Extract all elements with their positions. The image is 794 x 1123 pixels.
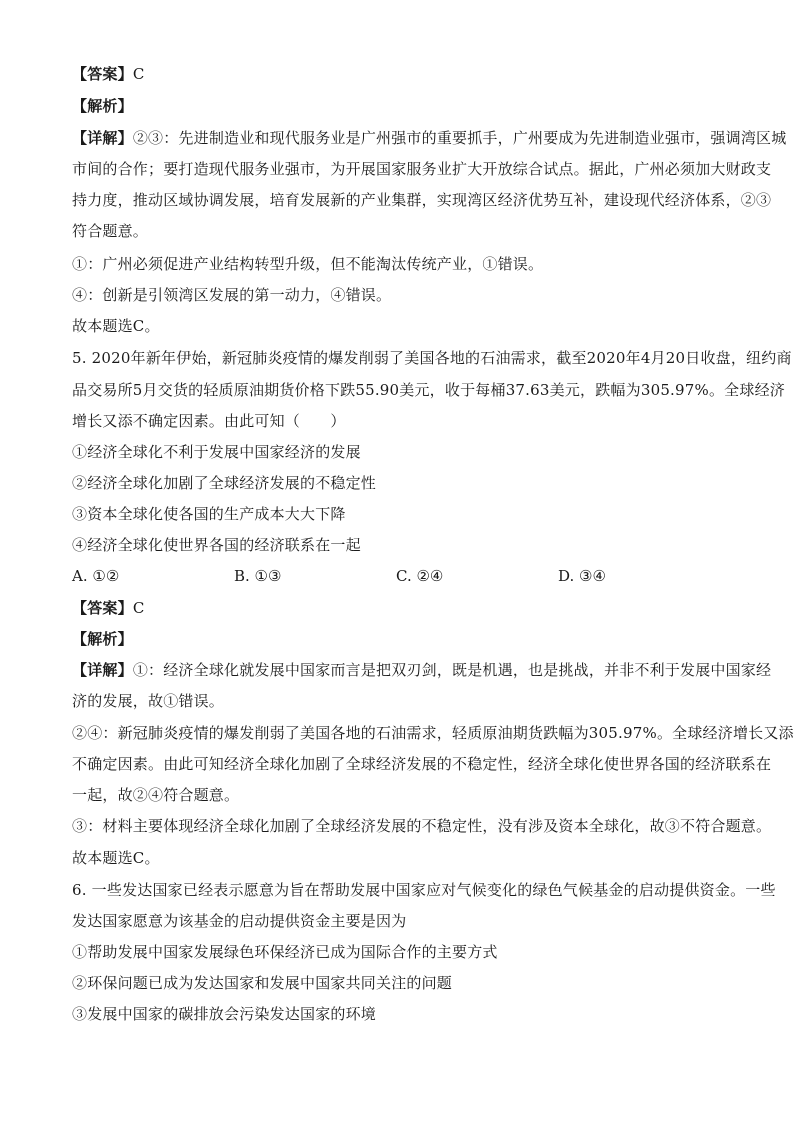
statement-item: ④经济全球化使世界各国的经济联系在一起	[72, 536, 361, 554]
question-stem-line: 增长又添不确定因素。由此可知（ ）	[72, 412, 346, 430]
analysis-label: 【解析】	[72, 97, 133, 115]
option-a: A. ①②	[72, 567, 120, 585]
detail-line: 济的发展，故①错误。	[72, 692, 225, 710]
statement-item: ①经济全球化不利于发展中国家经济的发展	[72, 443, 361, 461]
statement-item: ③发展中国家的碳排放会污染发达国家的环境	[72, 1005, 377, 1023]
answer-line	[72, 64, 145, 84]
statement-item: ①帮助发展中国家发展绿色环保经济已成为国际合作的主要方式	[72, 943, 498, 961]
question-stem-line: 发达国家愿意为该基金的启动提供资金主要是因为	[72, 912, 407, 930]
detail-line: ③：材料主要体现经济全球化加剧了全球经济发展的不稳定性，没有涉及资本全球化，故③不符合题意。	[72, 817, 772, 835]
answer-line	[72, 598, 145, 618]
note-line: ④：创新是引领湾区发展的第一动力，④错误。	[72, 286, 392, 304]
analysis-label: 【解析】	[72, 630, 133, 648]
detail-line: 市间的合作；要打造现代服务业强市，为开展国家服务业扩大开放综合试点。据此，广州必须加大财政支	[72, 160, 772, 178]
note-line: ①：广州必须促进产业结构转型升级，但不能淘汰传统产业，①错误。	[72, 255, 544, 273]
detail-label: 【详解】	[72, 129, 133, 147]
statement-item: ②环保问题已成为发达国家和发展中国家共同关注的问题	[72, 974, 453, 992]
question-stem-line: 6. 一些发达国家已经表示愿意为旨在帮助发展中国家应对气候变化的绿色气候基金的启动提供资金。一些	[72, 881, 776, 899]
detail-line: ②④：新冠肺炎疫情的爆发削弱了美国各地的石油需求，轻质原油期货跌幅为305.97%。全球经济增长又添	[72, 724, 794, 742]
detail-text: ②③：先进制造业和现代服务业是广州强市的重要抓手，广州要成为先进制造业强市，强调湾区城	[132, 129, 787, 147]
answer-label: 【答案】	[72, 599, 133, 617]
conclusion-line: 故本题选C。	[72, 317, 160, 335]
conclusion-line: 故本题选C。	[72, 849, 160, 867]
detail-line: 符合题意。	[72, 222, 149, 240]
answer-label: 【答案】	[72, 65, 133, 83]
detail-line: 不确定因素。由此可知经济全球化加剧了全球经济发展的不稳定性，经济全球化使世界各国的经济联系在	[72, 755, 772, 773]
statement-item: ②经济全球化加剧了全球经济发展的不稳定性	[72, 474, 377, 492]
detail-line: 一起，故②④符合题意。	[72, 786, 240, 804]
detail-text: ①：经济全球化就发展中国家而言是把双刃剑，既是机遇，也是挑战，并非不利于发展中国家经	[132, 661, 772, 679]
detail-line	[72, 128, 786, 148]
statement-item: ③资本全球化使各国的生产成本大大下降	[72, 505, 346, 523]
question-stem-line: 品交易所5月交货的轻质原油期货价格下跌55.90美元，收于每桶37.63美元，跌幅为305.97%。全球经济	[72, 381, 785, 399]
answer-value: C	[132, 599, 145, 617]
question-stem-line: 5. 2020年新年伊始，新冠肺炎疫情的爆发削弱了美国各地的石油需求，截至2020年4月20日收盘，纽约商	[72, 349, 792, 367]
detail-line	[72, 660, 771, 680]
detail-line: 持力度，推动区域协调发展，培育发展新的产业集群，实现湾区经济优势互补，建设现代经济体系，②③	[72, 191, 772, 209]
option-b: B. ①③	[234, 567, 282, 585]
option-c: C. ②④	[396, 567, 444, 585]
answer-value: C	[132, 65, 145, 83]
detail-label: 【详解】	[72, 661, 133, 679]
option-d: D. ③④	[558, 567, 606, 585]
